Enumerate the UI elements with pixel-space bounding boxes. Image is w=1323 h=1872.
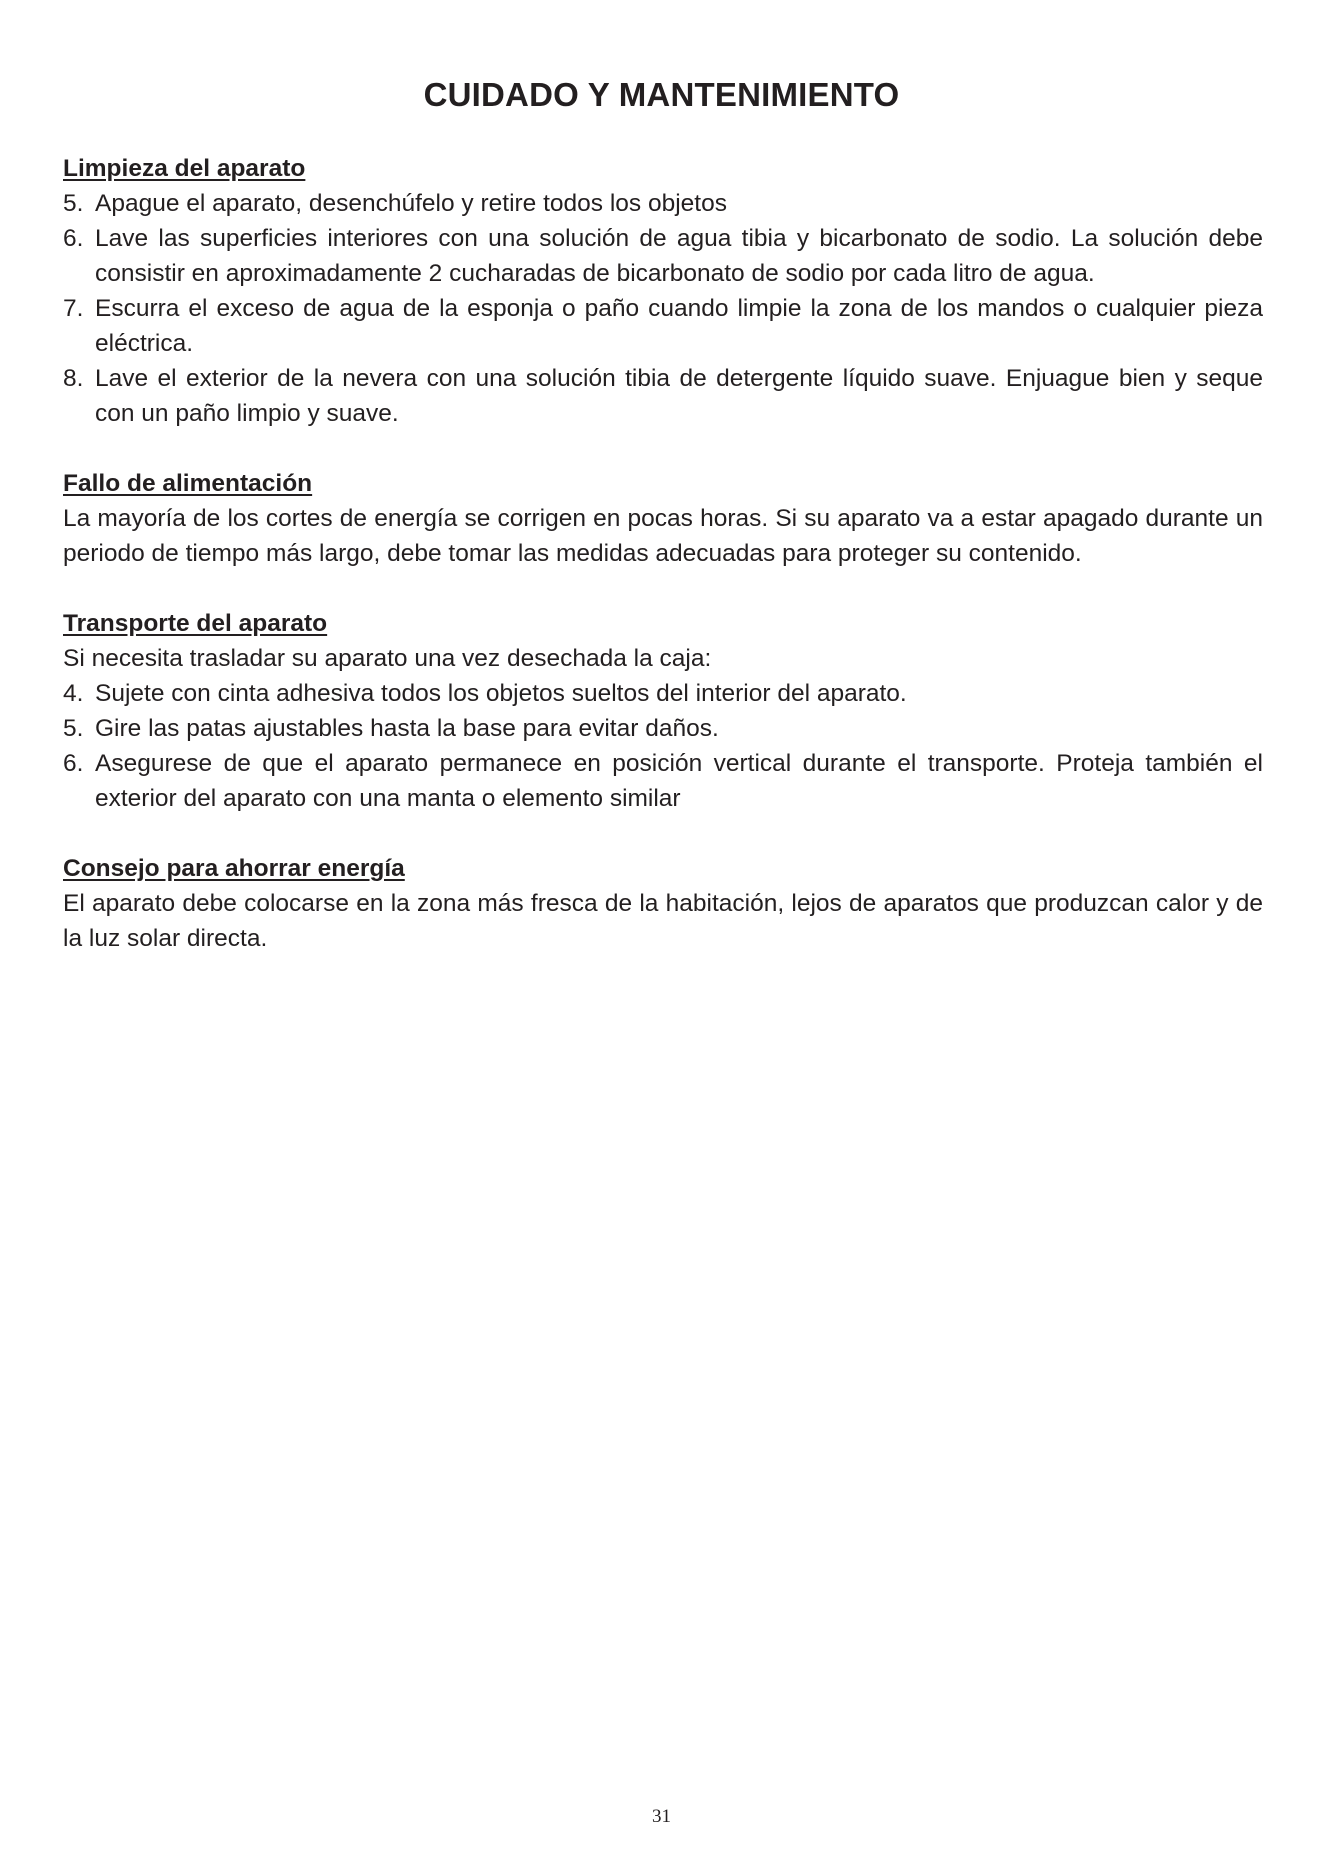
item-text: Asegurese de que el aparato permanece en posición vertical durante el transporte. Proteja también el exterior del aparato con una manta o elemento similar [95, 750, 1263, 812]
item-number: 8. [63, 365, 84, 392]
item-text: Escurra el exceso de agua de la esponja o paño cuando limpie la zona de los mandos o cualquier pieza eléctrica. [95, 295, 1263, 357]
item-number: 7. [63, 295, 84, 322]
numbered-list [63, 186, 1263, 431]
numbered-list [63, 676, 1263, 816]
section-heading: Transporte del aparato [63, 610, 328, 637]
section-ahorro-energia [63, 851, 1263, 956]
item-number: 6. [63, 750, 84, 777]
section-heading: Consejo para ahorrar energía [63, 855, 405, 882]
item-number: 5. [63, 715, 84, 742]
section-heading: Limpieza del aparato [63, 155, 306, 182]
section-limpieza [63, 151, 1263, 431]
document-body [63, 151, 1263, 991]
page-title: CUIDADO Y MANTENIMIENTO [423, 76, 900, 113]
section-heading: Fallo de alimentación [63, 470, 313, 497]
item-text: Sujete con cinta adhesiva todos los objetos sueltos del interior del aparato. [95, 680, 907, 707]
section-transporte [63, 606, 1263, 816]
section-paragraph: El aparato debe colocarse en la zona más fresca de la habitación, lejos de aparatos que produzcan calor y de la luz solar directa. [63, 890, 1263, 952]
item-text: Lave las superficies interiores con una solución de agua tibia y bicarbonato de sodio. La solución debe consistir en aproximadamente 2 cucharadas de bicarbonato de sodio por cada litro de agua. [95, 225, 1263, 287]
section-fallo-alimentacion [63, 466, 1263, 571]
list-item [63, 676, 1263, 711]
item-number: 4. [63, 680, 84, 707]
list-item [63, 221, 1263, 291]
item-text: Gire las patas ajustables hasta la base para evitar daños. [95, 715, 719, 742]
page-number: 31 [652, 1806, 671, 1827]
list-item [63, 186, 1263, 221]
item-text: Lave el exterior de la nevera con una solución tibia de detergente líquido suave. Enjuague bien y seque con un paño limpio y suave. [95, 365, 1263, 427]
item-number: 5. [63, 190, 84, 217]
item-number: 6. [63, 225, 84, 252]
list-item [63, 746, 1263, 816]
list-item [63, 361, 1263, 431]
list-item [63, 291, 1263, 361]
section-intro: Si necesita trasladar su aparato una vez desechada la caja: [63, 645, 712, 672]
item-text: Apague el aparato, desenchúfelo y retire todos los objetos [95, 190, 727, 217]
section-paragraph: La mayoría de los cortes de energía se corrigen en pocas horas. Si su aparato va a estar apagado durante un periodo de tiempo más largo, debe tomar las medidas adecuadas para proteger su contenido. [63, 505, 1263, 567]
list-item [63, 711, 1263, 746]
